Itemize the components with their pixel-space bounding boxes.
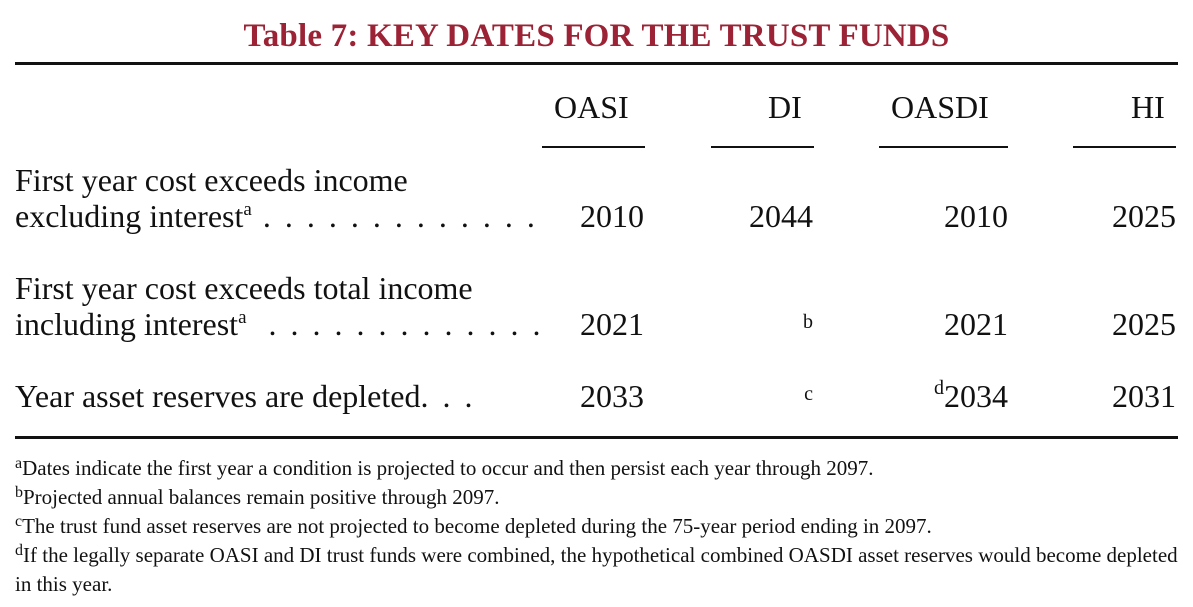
table-cell: 2021	[944, 306, 1008, 342]
row-label	[15, 162, 538, 234]
footnote-mark: b	[15, 484, 23, 501]
footnote-mark: b	[803, 311, 813, 333]
row-label-line2: excluding interest$^a$ . . . . . . . . . . . . .	[15, 198, 538, 234]
footnote-mark: a	[15, 455, 23, 472]
footnote: $^c$The trust fund asset reserves are not projected to become depleted during the 75-year period ending in 2097.	[15, 513, 932, 538]
table-cell: 2031	[1112, 378, 1176, 414]
row-label-line1: First year cost exceeds income	[15, 162, 408, 198]
column-underline	[1073, 146, 1176, 148]
dot-leader: . . .	[420, 378, 476, 414]
row-label	[15, 378, 475, 414]
footnote-mark: c	[15, 513, 23, 530]
footnote: $^d$If the legally separate OASI and DI trust funds were combined, the hypothetical combined OASDI asset reserves would become depleted in this year.	[15, 542, 1178, 596]
column-underline	[542, 146, 645, 148]
column-header-hi	[1131, 88, 1165, 126]
row-label-line2: including interest$^a$ . . . . . . . . . . . . .	[15, 306, 544, 342]
footnote-mark: d	[934, 377, 944, 399]
dot-leader: . . . . . . . . . . . . .	[246, 306, 544, 342]
table-cell	[804, 376, 813, 412]
column-header-label: OASI	[554, 89, 629, 125]
column-header-label: HI	[1131, 89, 1165, 125]
top-rule	[15, 62, 1178, 65]
footnote-mark: d	[15, 542, 23, 559]
table-cell: 2033	[580, 378, 644, 414]
column-header-label: DI	[768, 89, 802, 125]
table-cell: 2021	[580, 306, 644, 342]
footnote-mark: a	[243, 199, 252, 220]
row-label	[15, 270, 544, 342]
bottom-rule	[15, 436, 1178, 439]
column-header-oasdi	[891, 88, 989, 126]
table-cell: 2044	[749, 198, 813, 234]
column-underline	[879, 146, 1008, 148]
column-underline	[711, 146, 814, 148]
row-label-line1: Year asset reserves are depleted	[15, 378, 421, 414]
dot-leader: . . . . . . . . . . . . .	[251, 198, 538, 234]
footnote-mark: c	[804, 383, 813, 405]
column-header-label: OASDI	[891, 89, 989, 125]
column-header-di	[768, 88, 802, 126]
footnote: $^b$Projected annual balances remain positive through 2097.	[15, 484, 500, 509]
table-cell: 2025	[1112, 306, 1176, 342]
footnotes	[15, 454, 1180, 599]
table-title: Table 7: KEY DATES FOR THE TRUST FUNDS	[243, 18, 950, 54]
table-cell: 2025	[1112, 198, 1176, 234]
column-header-oasi	[554, 88, 629, 126]
table-cell	[803, 304, 813, 340]
table-cell: $^d$2034	[934, 377, 1008, 414]
footnote-mark: a	[238, 307, 247, 328]
footnote: $^a$Dates indicate the first year a condition is projected to occur and then persist each year through 2097.	[15, 455, 874, 480]
table-cell: 2010	[944, 198, 1008, 234]
row-label-line1: First year cost exceeds total income	[15, 270, 473, 306]
table-cell: 2010	[580, 198, 644, 234]
